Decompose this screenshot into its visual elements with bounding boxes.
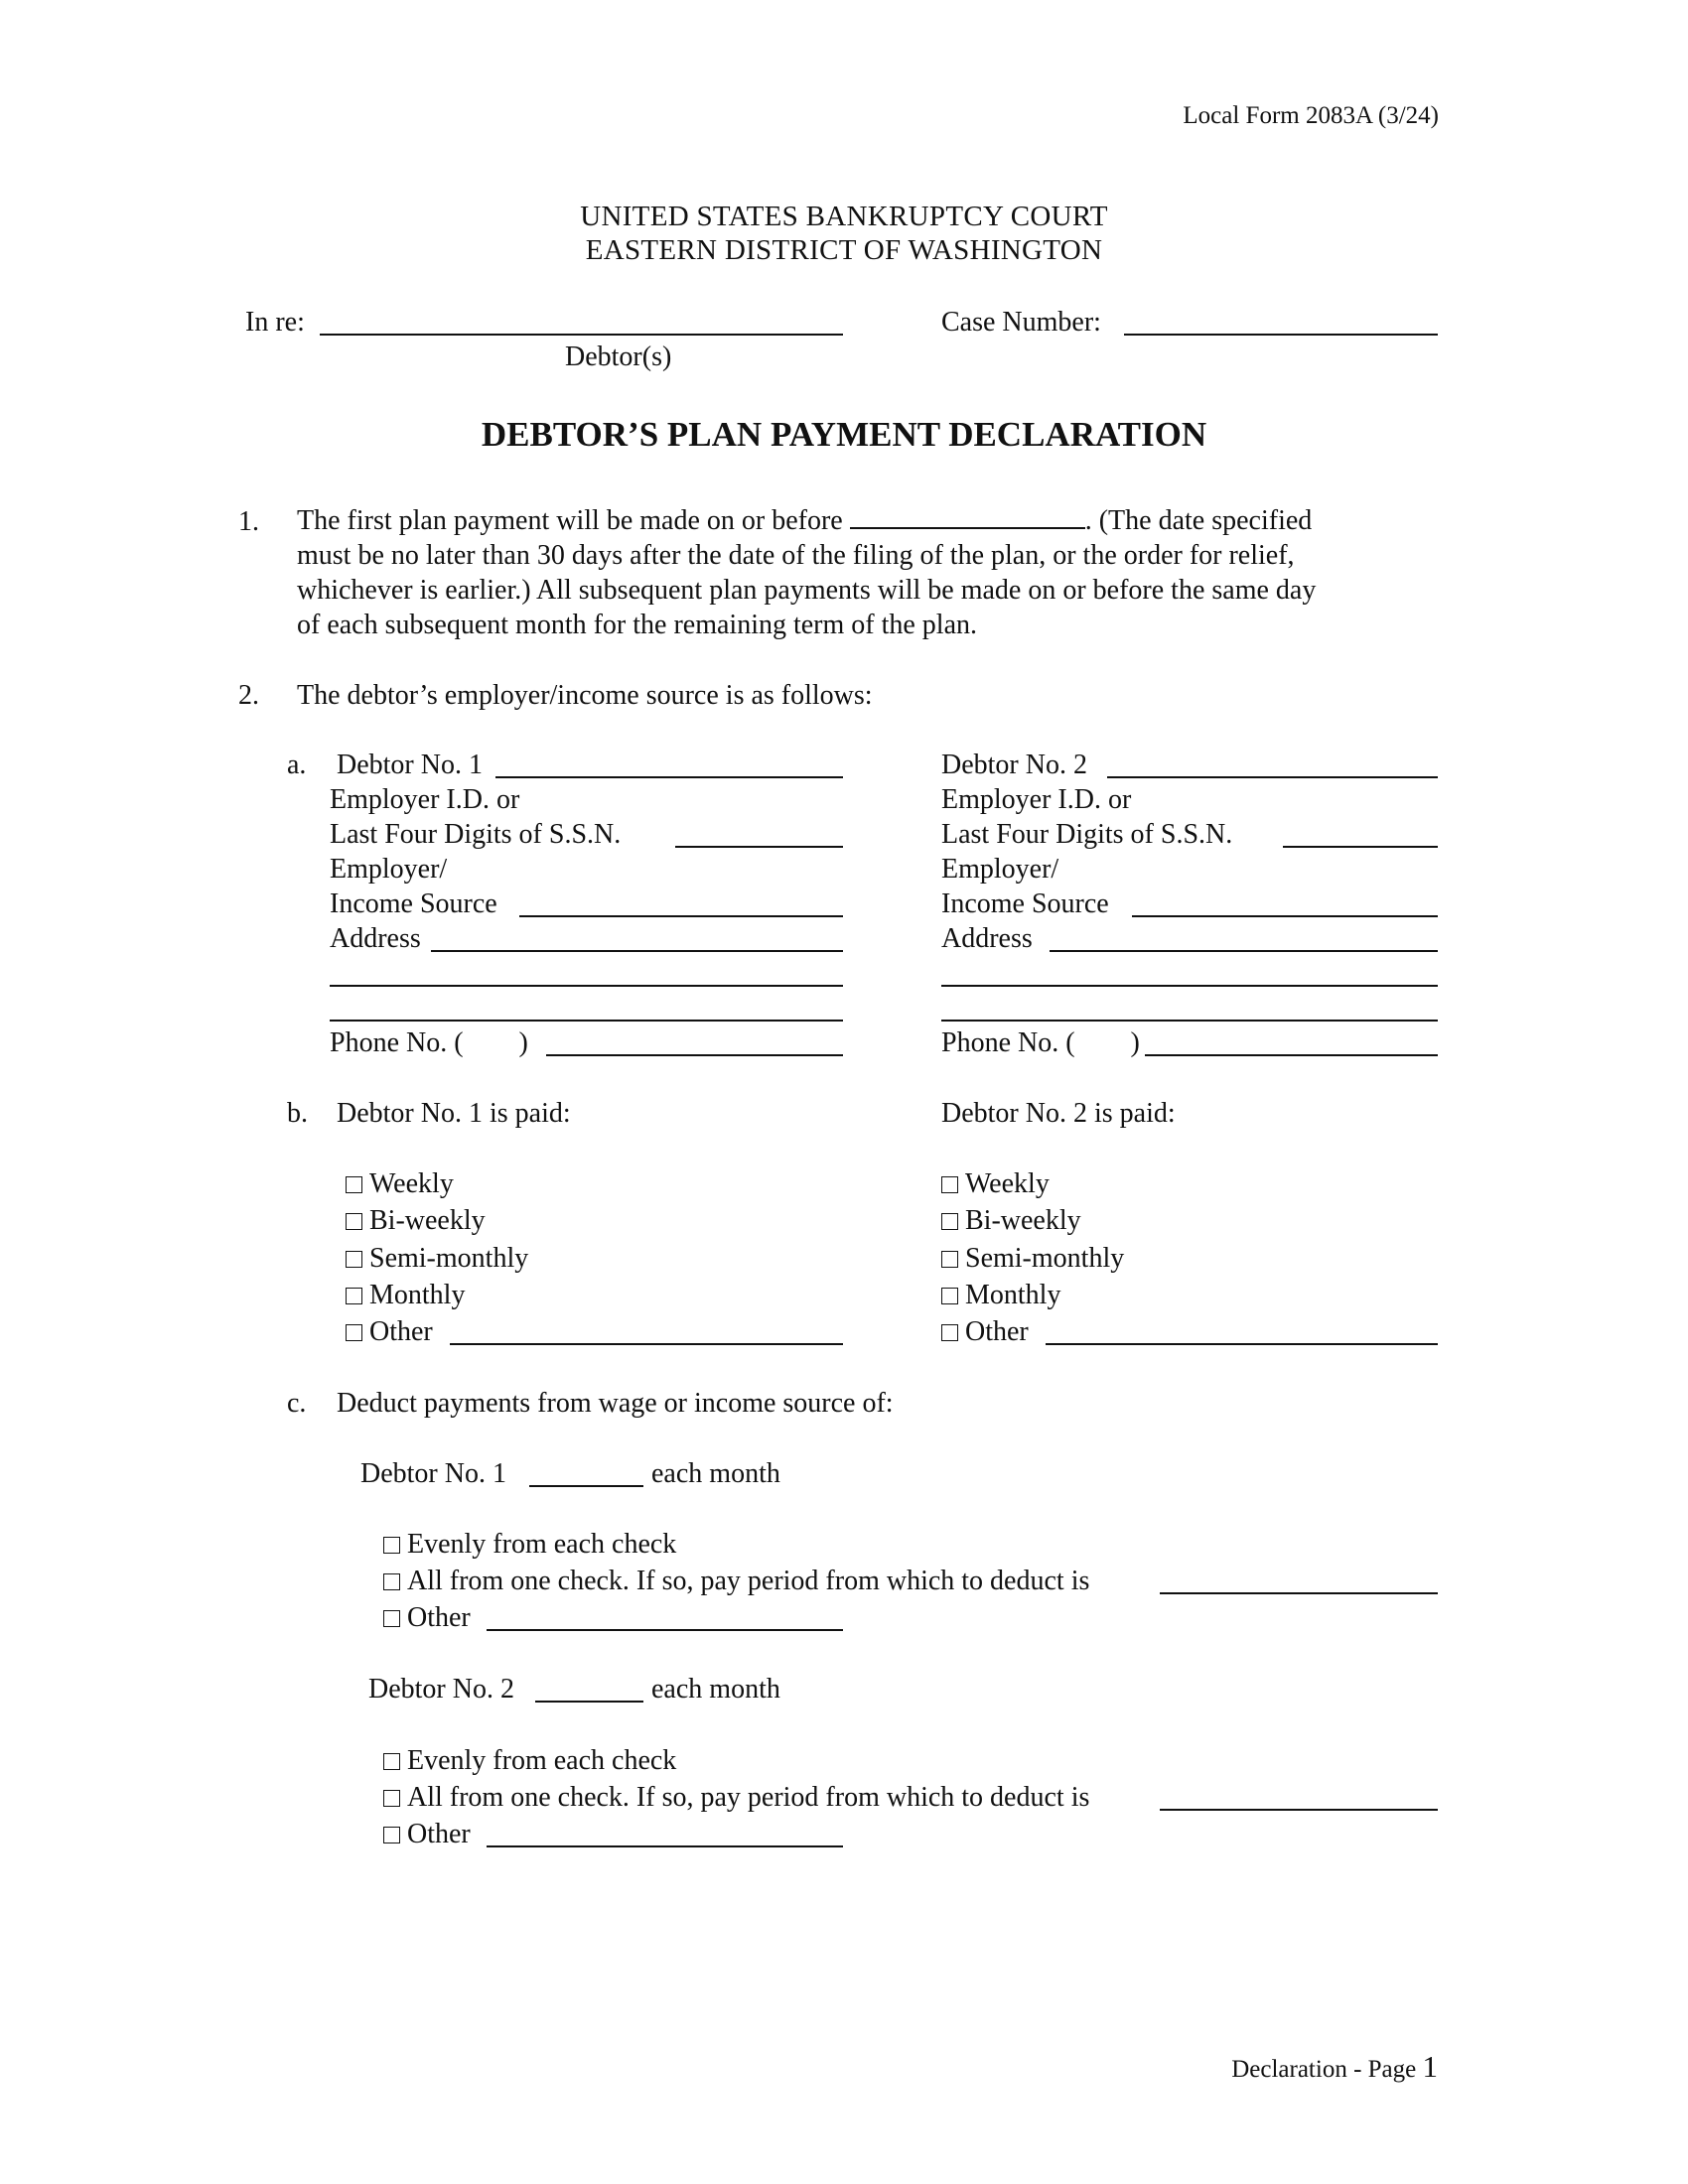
- checkbox[interactable]: [383, 1790, 400, 1807]
- item1-line3: whichever is earlier.) All subsequent plan payments will be made on or before the same day: [297, 575, 1317, 606]
- debtor1-monthly-option[interactable]: [346, 1282, 465, 1309]
- checkbox[interactable]: [941, 1176, 958, 1193]
- deduct-debtor2-amount-field[interactable]: [535, 1701, 643, 1703]
- debtor2-weekly-option[interactable]: [941, 1170, 1050, 1198]
- deduct-debtor2-other-field[interactable]: [487, 1845, 843, 1847]
- option-label: All from one check. If so, pay period from which to deduct is: [407, 1782, 1090, 1813]
- debtor1-paid-label: Debtor No. 1 is paid:: [337, 1098, 571, 1129]
- page-footer: [1231, 2051, 1438, 2082]
- debtor1-semimonthly-option[interactable]: [346, 1245, 528, 1273]
- option-label: Semi-monthly: [965, 1243, 1125, 1274]
- debtors-label: Debtor(s): [565, 341, 672, 372]
- debtor2-address-field-3[interactable]: [941, 1020, 1438, 1022]
- option-label: Semi-monthly: [369, 1243, 529, 1274]
- deduct-debtor2-other-option[interactable]: [383, 1821, 471, 1848]
- checkbox[interactable]: [346, 1213, 362, 1230]
- debtor1-income-source-label: Income Source: [330, 888, 497, 919]
- checkbox[interactable]: [941, 1251, 958, 1268]
- deduct-debtor1-suffix: each month: [651, 1458, 780, 1489]
- debtor2-income-source-field[interactable]: [1132, 915, 1438, 917]
- option-label: Evenly from each check: [407, 1745, 677, 1776]
- debtor1-other-option[interactable]: [346, 1318, 433, 1346]
- debtor-name-field[interactable]: [320, 334, 843, 336]
- in-re-label: In re:: [245, 307, 305, 338]
- item2-number: 2.: [238, 680, 259, 711]
- item2-text: The debtor’s employer/income source is as follows:: [297, 680, 873, 711]
- debtor2-phone-field[interactable]: [1145, 1054, 1438, 1056]
- debtor2-address-field-2[interactable]: [941, 985, 1438, 987]
- debtor2-paid-label: Debtor No. 2 is paid:: [941, 1098, 1176, 1129]
- option-label: Other: [369, 1316, 433, 1347]
- debtor1-other-field[interactable]: [450, 1343, 843, 1345]
- debtor1-ssn-field[interactable]: [675, 846, 843, 848]
- debtor1-phone-field[interactable]: [546, 1054, 843, 1056]
- deduct-debtor1-label: Debtor No. 1: [360, 1458, 506, 1489]
- option-label: All from one check. If so, pay period from which to deduct is: [407, 1566, 1090, 1596]
- first-payment-date-field[interactable]: [850, 505, 1085, 529]
- page-number: 1: [1422, 2049, 1438, 2084]
- case-number-field[interactable]: [1124, 334, 1438, 336]
- footer-label: Declaration - Page: [1231, 2056, 1417, 2083]
- debtor2-ssn-field[interactable]: [1283, 846, 1438, 848]
- option-label: Bi-weekly: [965, 1205, 1081, 1236]
- debtor1-address-label: Address: [330, 923, 421, 954]
- debtor2-name-field[interactable]: [1107, 776, 1438, 778]
- deduct-debtor1-pay-period-field[interactable]: [1160, 1592, 1438, 1594]
- debtor2-label: Debtor No. 2: [941, 750, 1087, 780]
- item1-paragraph: [297, 503, 1439, 642]
- item1-number: 1.: [238, 506, 259, 537]
- checkbox[interactable]: [383, 1610, 400, 1627]
- debtor2-other-option[interactable]: [941, 1318, 1029, 1346]
- deduct-debtor1-evenly-option[interactable]: [383, 1531, 676, 1559]
- deduct-debtor2-suffix: each month: [651, 1674, 780, 1705]
- checkbox[interactable]: [346, 1251, 362, 1268]
- debtor1-address-field-1[interactable]: [431, 950, 843, 952]
- option-label: Weekly: [369, 1168, 454, 1199]
- deduct-debtor2-evenly-option[interactable]: [383, 1747, 676, 1775]
- checkbox[interactable]: [346, 1176, 362, 1193]
- debtor2-biweekly-option[interactable]: [941, 1207, 1081, 1235]
- option-label: Evenly from each check: [407, 1529, 677, 1560]
- checkbox[interactable]: [346, 1288, 362, 1304]
- deduct-debtor2-one-check-option[interactable]: [383, 1784, 1089, 1812]
- checkbox[interactable]: [346, 1324, 362, 1341]
- option-label: Other: [407, 1602, 471, 1633]
- debtor2-address-label: Address: [941, 923, 1033, 954]
- item1-line1-b: . (The date specified: [1084, 505, 1313, 536]
- page-title: DEBTOR’S PLAN PAYMENT DECLARATION: [481, 415, 1207, 454]
- deduct-debtor2-label: Debtor No. 2: [368, 1674, 514, 1705]
- checkbox[interactable]: [383, 1537, 400, 1554]
- debtor1-phone-label: Phone No. ( ): [330, 1027, 528, 1058]
- debtor2-phone-label: Phone No. ( ): [941, 1027, 1140, 1058]
- debtor1-label: Debtor No. 1: [337, 750, 483, 780]
- checkbox[interactable]: [941, 1288, 958, 1304]
- item1-line1-a: The first plan payment will be made on or before: [297, 505, 843, 536]
- checkbox[interactable]: [383, 1753, 400, 1770]
- checkbox[interactable]: [941, 1324, 958, 1341]
- deduct-debtor1-one-check-option[interactable]: [383, 1568, 1089, 1595]
- debtor1-name-field[interactable]: [495, 776, 843, 778]
- deduct-debtor2-pay-period-field[interactable]: [1160, 1809, 1438, 1811]
- form-id: Local Form 2083A (3/24): [1183, 102, 1439, 129]
- court-name: UNITED STATES BANKRUPTCY COURT: [580, 201, 1108, 232]
- option-label: Monthly: [965, 1280, 1061, 1310]
- item1-line2: must be no later than 30 days after the date of the filing of the plan, or the order for relief,: [297, 540, 1295, 571]
- debtor1-ssn-label: Last Four Digits of S.S.N.: [330, 819, 622, 850]
- deduct-debtor1-other-field[interactable]: [487, 1629, 843, 1631]
- debtor1-income-source-field[interactable]: [519, 915, 843, 917]
- debtor2-employer-label: Employer/: [941, 854, 1059, 885]
- debtor2-employer-id-label: Employer I.D. or: [941, 784, 1132, 815]
- option-label: Bi-weekly: [369, 1205, 486, 1236]
- item2c-letter: c.: [287, 1388, 307, 1419]
- option-label: Other: [407, 1819, 471, 1849]
- case-number-label: Case Number:: [941, 307, 1101, 338]
- debtor1-biweekly-option[interactable]: [346, 1207, 486, 1235]
- option-label: Weekly: [965, 1168, 1050, 1199]
- debtor2-other-field[interactable]: [1046, 1343, 1438, 1345]
- debtor1-weekly-option[interactable]: [346, 1170, 454, 1198]
- debtor2-monthly-option[interactable]: [941, 1282, 1060, 1309]
- option-label: Other: [965, 1316, 1029, 1347]
- court-district: EASTERN DISTRICT OF WASHINGTON: [585, 234, 1103, 266]
- checkbox[interactable]: [383, 1573, 400, 1590]
- debtor2-semimonthly-option[interactable]: [941, 1245, 1124, 1273]
- checkbox[interactable]: [383, 1827, 400, 1843]
- debtor1-employer-label: Employer/: [330, 854, 448, 885]
- debtor1-address-field-2[interactable]: [330, 985, 843, 987]
- item2a-letter: a.: [287, 750, 307, 780]
- debtor2-income-source-label: Income Source: [941, 888, 1109, 919]
- debtor2-address-field-1[interactable]: [1050, 950, 1438, 952]
- option-label: Monthly: [369, 1280, 466, 1310]
- deduct-debtor1-amount-field[interactable]: [529, 1485, 643, 1487]
- item2b-letter: b.: [287, 1098, 308, 1129]
- debtor1-address-field-3[interactable]: [330, 1020, 843, 1022]
- item2c-text: Deduct payments from wage or income source of:: [337, 1388, 894, 1419]
- debtor2-ssn-label: Last Four Digits of S.S.N.: [941, 819, 1233, 850]
- debtor1-employer-id-label: Employer I.D. or: [330, 784, 520, 815]
- checkbox[interactable]: [941, 1213, 958, 1230]
- deduct-debtor1-other-option[interactable]: [383, 1604, 471, 1632]
- item1-line4: of each subsequent month for the remaining term of the plan.: [297, 610, 978, 640]
